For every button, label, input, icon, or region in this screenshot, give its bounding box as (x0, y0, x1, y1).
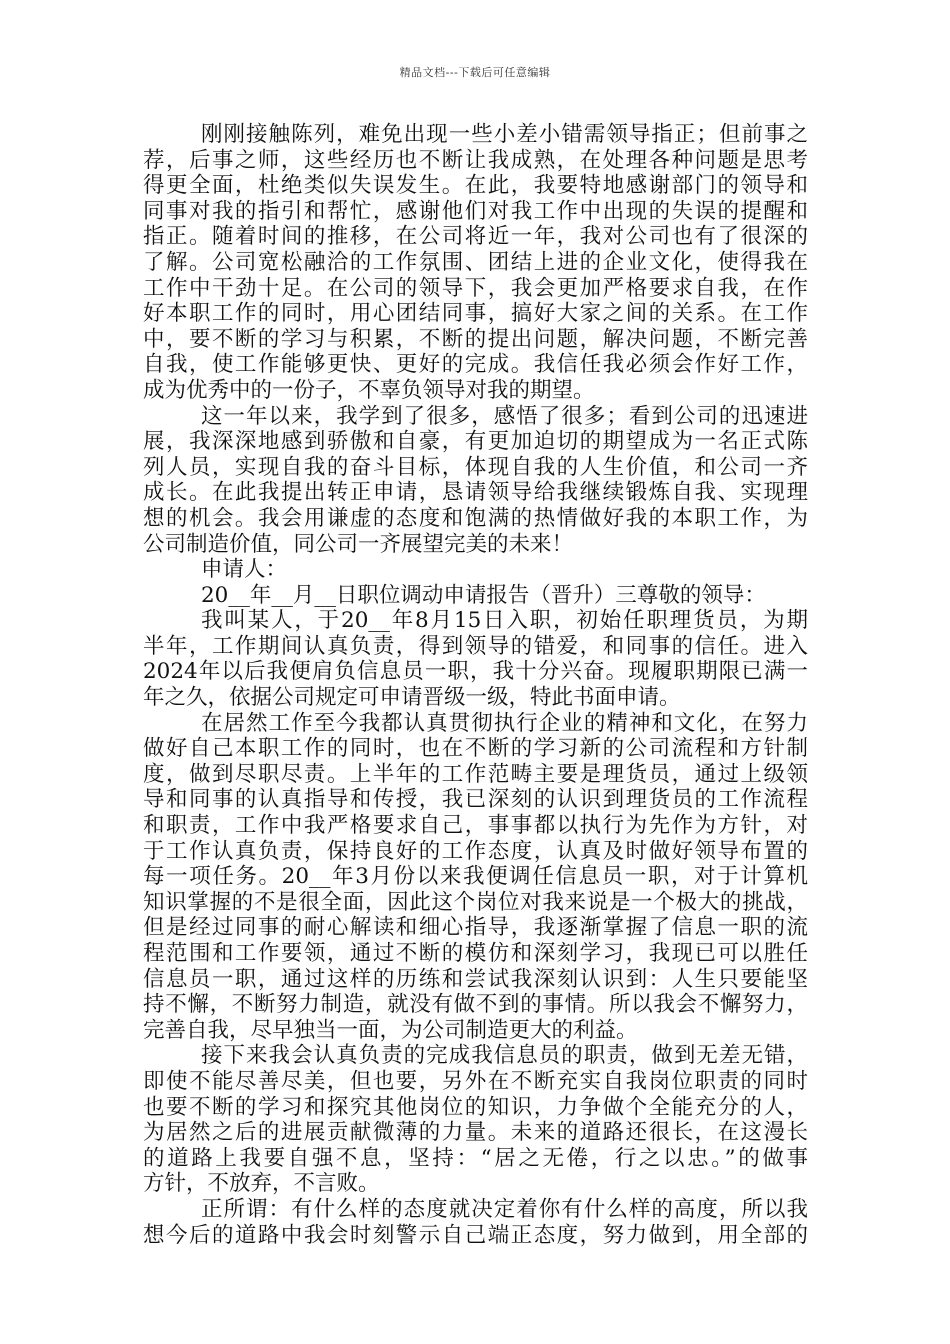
page-header: 精品文档---下载后可任意编辑 (399, 66, 551, 79)
text-line: 信息员一职，通过这样的历练和尝试我深刻认识到：人生只要能坚 (143, 966, 808, 992)
text-line: 自我，使工作能够更快、更好的完成。我信任我必须会作好工作， (143, 352, 808, 378)
text-line: 也要不断的学习和探究其他岗位的知识，力争做个全能充分的人， (143, 1094, 808, 1120)
text-line: 导和同事的认真指导和传授，我已深刻的认识到理货员的工作流程 (143, 787, 808, 813)
text-line: 我叫某人，于20__年8月15日入职，初始任职理货员，为期 (201, 608, 808, 634)
text-line: 每一项任务。20__年3月份以来我便调任信息员一职，对于计算机 (143, 864, 808, 890)
text-line: 程范围和工作要领，通过不断的模仿和深刻学习，我现已可以胜任 (143, 941, 808, 966)
text-line: 年之久，依据公司规定可申请晋级一级，特此书面申请。 (143, 685, 681, 711)
text-line: 20__年__月__日职位调动申请报告（晋升）三尊敬的领导： (201, 582, 766, 608)
text-line: 但是经过同事的耐心解读和细心指导，我逐渐掌握了信息一职的流 (143, 915, 808, 941)
text-line: 展，我深深地感到骄傲和自豪，有更加迫切的期望成为一名正式陈 (143, 429, 808, 455)
text-line: 想今后的道路中我会时刻警示自己端正态度，努力做到，用全部的 (143, 1222, 808, 1248)
text-line: 方针，不放弃，不言败。 (143, 1171, 380, 1197)
text-line: 列人员，实现自我的奋斗目标，体现自我的人生价值，和公司一齐 (143, 454, 808, 480)
text-line: 了解。公司宽松融洽的工作氛围、团结上进的企业文化，使得我在 (143, 249, 808, 275)
text-line: 好本职工作的同时，用心团结同事，搞好大家之间的关系。在工作 (143, 301, 808, 327)
text-line: 得更全面，杜绝类似失误发生。在此，我要特地感谢部门的领导和 (143, 173, 808, 199)
text-line: 申请人： (201, 557, 288, 583)
text-line: 刚刚接触陈列，难免出现一些小差小错需领导指正；但前事之 (201, 122, 808, 147)
text-line: 为居然之后的进展贡献微薄的力量。未来的道路还很长，在这漫长 (143, 1120, 808, 1146)
text-line: 2024年以后我便肩负信息员一职，我十分兴奋。现履职期限已满一 (143, 659, 808, 685)
text-line: 指正。随着时间的推移，在公司将近一年，我对公司也有了很深的 (143, 224, 808, 250)
text-line: 这一年以来，我学到了很多，感悟了很多；看到公司的迅速进 (201, 403, 808, 429)
text-line: 和职责，工作中我严格要求自己，事事都以执行为先作为方针，对 (143, 813, 808, 839)
text-line: 做好自己本职工作的同时，也在不断的学习新的公司流程和方针制 (143, 736, 808, 762)
text-line: 知识掌握的不是很全面，因此这个岗位对我来说是一个极大的挑战， (143, 889, 808, 915)
text-line: 成为优秀中的一份子，不辜负领导对我的期望。 (143, 377, 595, 403)
text-line: 中，要不断的学习与积累，不断的提出问题，解决问题，不断完善 (143, 326, 808, 352)
text-line: 半年，工作期间认真负责，得到领导的错爱，和同事的信任。进入 (143, 633, 808, 659)
text-line: 在居然工作至今我都认真贯彻执行企业的精神和文化，在努力 (201, 710, 808, 736)
text-line: 想的机会。我会用谦虚的态度和饱满的热情做好我的本职工作，为 (143, 505, 808, 531)
text-line: 度，做到尽职尽责。上半年的工作范畴主要是理货员，通过上级领 (143, 761, 808, 787)
document-body (143, 122, 808, 1248)
text-line: 即使不能尽善尽美，但也要，另外在不断充实自我岗位职责的同时 (143, 1068, 808, 1094)
text-line: 接下来我会认真负责的完成我信息员的职责，做到无差无错， (201, 1043, 808, 1069)
text-line: 于工作认真负责，保持良好的工作态度，认真及时做好领导布置的 (143, 838, 808, 864)
text-line: 完善自我，尽早独当一面，为公司制造更大的利益。 (143, 1017, 638, 1043)
text-line: 的道路上我要自强不息，坚持：“居之无倦，行之以忠。”的做事 (143, 1145, 808, 1171)
text-line: 荐，后事之师，这些经历也不断让我成熟，在处理各种问题是思考 (143, 147, 808, 173)
text-line: 公司制造价值，同公司一齐展望完美的未来！ (143, 531, 574, 557)
text-line: 同事对我的指引和帮忙，感谢他们对我工作中出现的失误的提醒和 (143, 198, 808, 224)
text-line: 正所谓：有什么样的态度就决定着你有什么样的高度，所以我 (201, 1196, 808, 1222)
text-line: 工作中干劲十足。在公司的领导下，我会更加严格要求自我，在作 (143, 275, 808, 301)
text-line: 持不懈，不断努力制造，就没有做不到的事情。所以我会不懈努力， (143, 992, 808, 1018)
text-line: 成长。在此我提出转正申请，恳请领导给我继续锻炼自我、实现理 (143, 480, 808, 506)
